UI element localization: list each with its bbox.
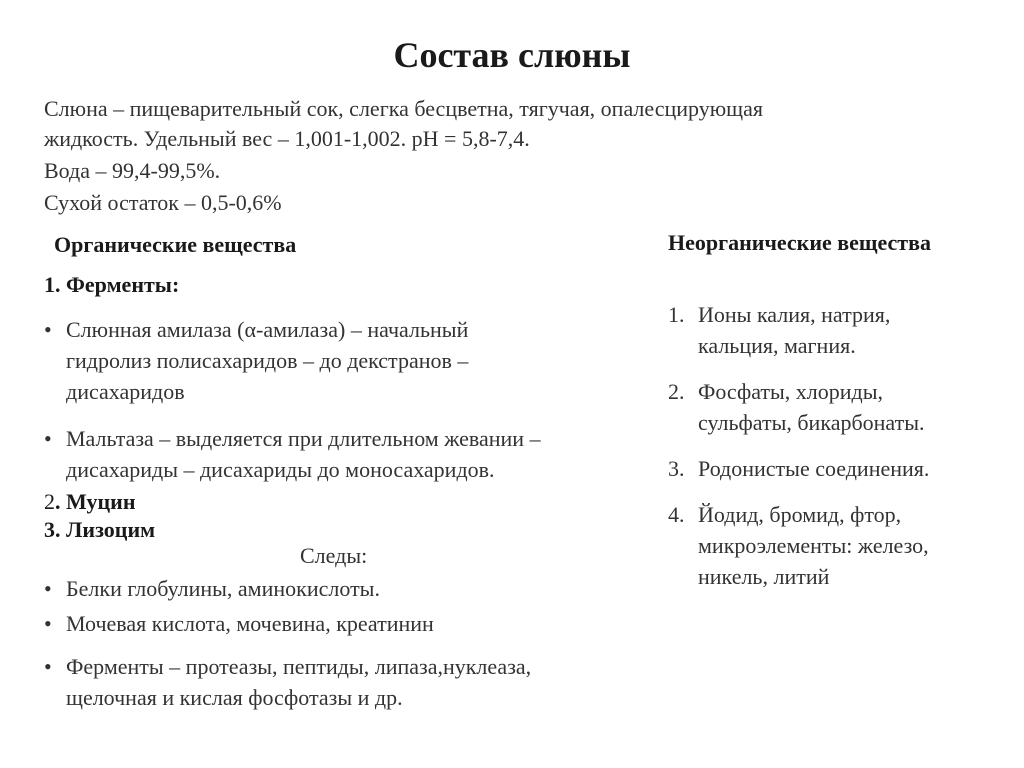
trace-line: Мочевая кислота, мочевина, креатинин	[66, 611, 434, 636]
trace-item	[44, 608, 644, 639]
water-line: Вода – 99,4-99,5%.	[44, 158, 221, 183]
mucin-number: 2	[44, 489, 55, 514]
mucin-heading	[44, 489, 644, 515]
item-line: сульфаты, бикарбонаты.	[698, 410, 925, 435]
bullet-icon: •	[44, 654, 52, 679]
trace-line: Белки глобулины, аминокислоты.	[66, 576, 380, 601]
organic-heading: Органические вещества	[54, 232, 297, 257]
bullet-icon: •	[44, 576, 52, 601]
mucin-label: . Муцин	[55, 489, 136, 514]
inorganic-item-3	[668, 453, 1008, 484]
item-line: Ионы калия, натрия,	[698, 302, 891, 327]
intro-block	[44, 94, 944, 218]
organic-column	[44, 230, 644, 713]
trace-line: щелочная и кислая фосфотазы и др.	[66, 685, 403, 710]
slide-title: Состав слюны	[393, 35, 631, 75]
lysozyme-heading: 3. Лизоцим	[44, 517, 156, 542]
inorganic-item-1	[668, 299, 1008, 361]
item-line: Фосфаты, хлориды,	[698, 379, 884, 404]
intro-line-1: Слюна – пищеварительный сок, слегка бесцветна, тягучая, опалесцирующая	[44, 96, 763, 121]
inorganic-heading: Неорганические вещества	[668, 230, 931, 255]
item-line: кальция, магния.	[698, 333, 856, 358]
trace-line: Ферменты – протеазы, пептиды, липаза,нуклеаза,	[66, 654, 532, 679]
item-line: Йодид, бромид, фтор,	[698, 502, 902, 527]
trace-item	[44, 651, 644, 713]
item-number: 4.	[668, 502, 685, 527]
item-line: Родонистые соединения.	[698, 456, 930, 481]
bullet-icon: •	[44, 426, 52, 451]
enzymes-heading: 1. Ферменты:	[44, 272, 180, 297]
enzyme-item-amylase	[44, 314, 644, 407]
item-line: никель, литий	[698, 564, 830, 589]
dry-residue-line: Сухой остаток – 0,5-0,6%	[44, 190, 282, 215]
item-line: микроэлементы: железо,	[698, 533, 929, 558]
trace-item	[44, 573, 644, 604]
inorganic-item-2	[668, 376, 1008, 438]
enzyme-line: Слюнная амилаза (α-амилаза) – начальный	[66, 317, 469, 342]
enzyme-item-maltase	[44, 423, 644, 485]
enzyme-line: гидролиз полисахаридов – до декстранов –	[66, 348, 469, 373]
intro-line-2: жидкость. Удельный вес – 1,001-1,002. рН = 5,8-7,4.	[44, 126, 530, 151]
inorganic-list	[668, 299, 1008, 592]
enzyme-line: Мальтаза – выделяется при длительном жевании –	[66, 426, 541, 451]
traces-label: Следы:	[300, 543, 368, 568]
bullet-icon: •	[44, 611, 52, 636]
item-number: 2.	[668, 379, 685, 404]
inorganic-column	[668, 230, 1008, 607]
enzyme-line: дисахариды – дисахариды до моносахаридов.	[66, 457, 495, 482]
inorganic-item-4	[668, 499, 1008, 592]
item-number: 3.	[668, 456, 685, 481]
enzyme-line: дисахаридов	[66, 379, 185, 404]
item-number: 1.	[668, 302, 685, 327]
bullet-icon: •	[44, 317, 52, 342]
